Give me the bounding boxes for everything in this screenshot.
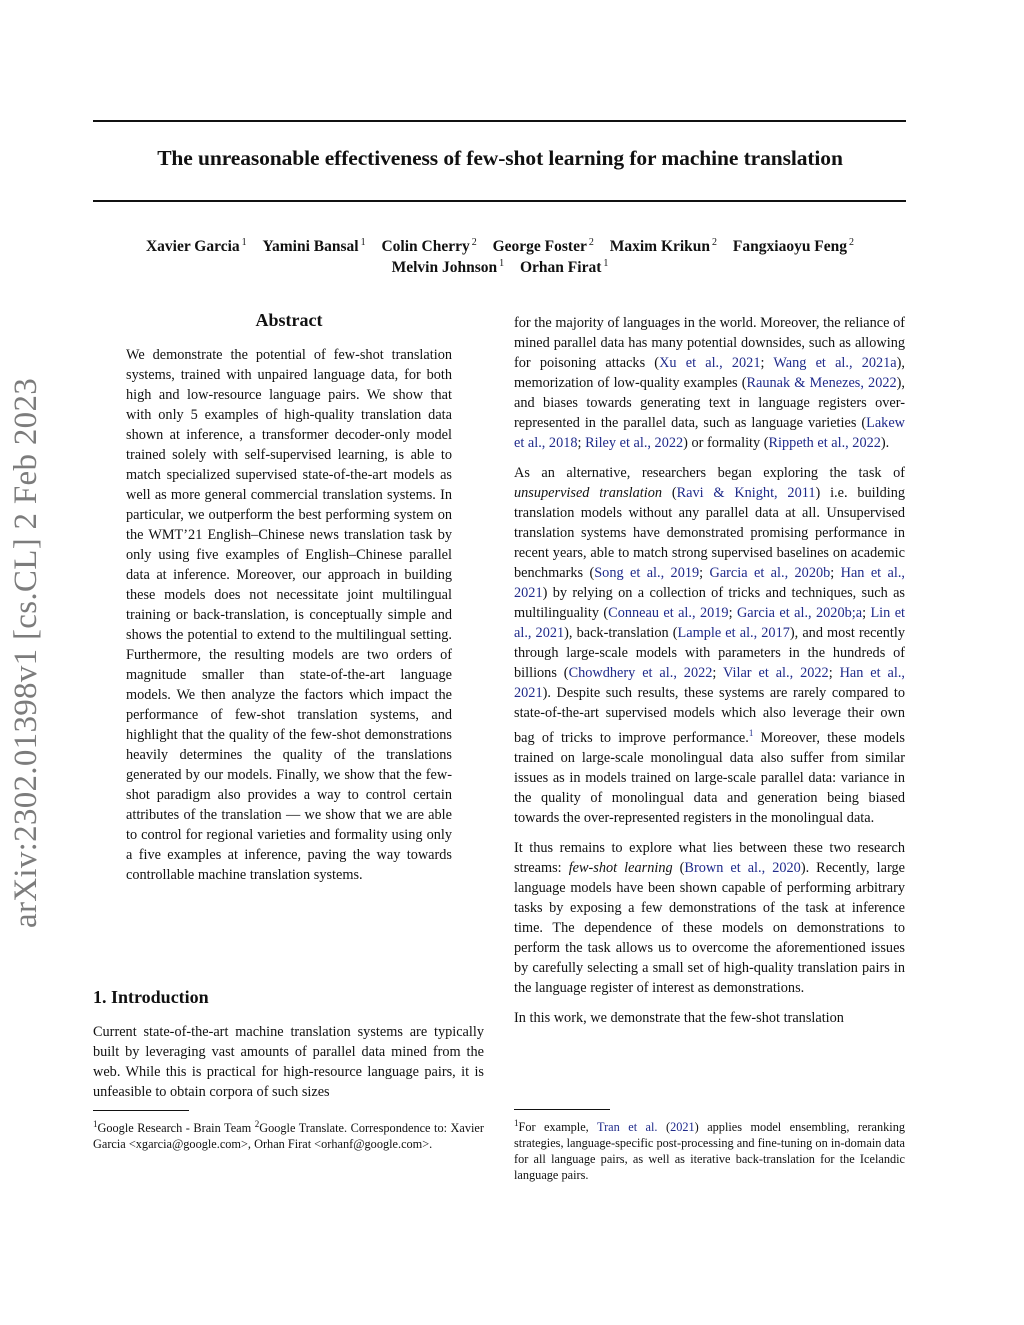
title-bottom-rule [93, 200, 906, 202]
authors-line-2 [60, 258, 940, 277]
citation-link[interactable]: Garcia et al., 2020b;a [736, 605, 863, 621]
paragraph: Current state-of-the-art machine translation systems are typically built by leveraging vast amounts of parallel data mined from the web. While this is practical for high-resource language pairs, it is unfeasible to obtain corpora of such sizes [93, 1024, 484, 1100]
footnote-ref-link[interactable]: 1 [748, 728, 754, 738]
footnote-1: $^1$For example, Tran et al. (2021) applies model ensembling, reranking strategies, language-specific post-processing and fine-tuning on in-domain data for all language pairs, as well as iterative back-translation for the Icelandic language pairs. [514, 1118, 905, 1182]
citation-link[interactable]: Brown et al., 2020 [684, 860, 801, 876]
author: Xavier Garcia $^1$ [145, 237, 247, 255]
citation-link[interactable]: Xu et al., 2021 [659, 355, 761, 371]
author: Yamini Bansal $^1$ [262, 237, 366, 255]
paragraph: for the majority of languages in the world. Moreover, the reliance of mined parallel data has many potential downsides, such as allowing for poisoning attacks (Xu et al., 2021; Wang et al., 2021a), memorization of low-quality examples (Raunak & Menezes, 2022), and biases towards generating text in language registers over-represented in the parallel data, such as language varieties (Lakew et al., 2018; Riley et al., 2022) or formality (Rippeth et al., 2022). [514, 315, 905, 451]
citation-link[interactable]: Raunak & Menezes, 2022 [746, 375, 897, 391]
paper-title: The unreasonable effectiveness of few-shot learning for machine translation [157, 146, 843, 170]
author: George Foster $^2$ [492, 237, 594, 255]
citation-link[interactable]: Chowdhery et al., 2022 [568, 665, 713, 681]
authors-line-1 [60, 237, 940, 256]
author: Maxim Krikun $^2$ [609, 237, 718, 255]
author: Melvin Johnson $^1$ [391, 258, 505, 276]
intro-right-column [514, 313, 905, 1038]
citation-link[interactable]: Han et al., 2021 [514, 665, 906, 701]
citation-link[interactable]: Conneau et al., 2019 [608, 605, 729, 621]
citation-link[interactable]: Lample et al., 2017 [677, 625, 790, 641]
arxiv-watermark: arXiv:2302.01398v1 [cs.CL] 2 Feb 2023 [8, 377, 44, 928]
footnote-rule-left [93, 1110, 189, 1111]
citation-link[interactable]: Vilar et al., 2022 [723, 665, 829, 681]
citation-link[interactable]: Riley et al., 2022 [585, 435, 684, 451]
citation-link[interactable]: Han et al., 2021 [514, 565, 905, 601]
author: Fangxiaoyu Feng $^2$ [732, 237, 855, 255]
abstract-heading: Abstract [255, 310, 323, 330]
paragraph: In this work, we demonstrate that the few-shot translation [514, 1010, 844, 1026]
citation-link[interactable]: Ravi & Knight, 2011 [676, 485, 816, 501]
footnote-affiliations: $^1$Google Research - Brain Team $^2$Google Translate. Correspondence to: Xavier Garcia <xgarcia@google.com>, Orhan Firat <orhanf@google.com>. [93, 1119, 484, 1151]
citation-link[interactable]: Garcia et al., 2020b [709, 565, 831, 581]
intro-left-column [93, 1022, 484, 1112]
citation-link[interactable]: Tran et al. [597, 1120, 658, 1134]
paragraph: As an alternative, researchers began exploring the task of unsupervised translation (Ravi & Knight, 2011) i.e. building translation models without any parallel data at all. Unsupervised translation systems have demonstrated promising performance in recent years, able to match strong supervised baselines on academic benchmarks (Song et al., 2019; Garcia et al., 2020b; Han et al., 2021) by relying on a collection of tricks and techniques, such as multilinguality (Conneau et al., 2019; Garcia et al., 2020b;a; Lin et al., 2021), back-translation (Lample et al., 2017), and most recently through large-scale models with parameters in the hundreds of billions (Chowdhery et al., 2022; Vilar et al., 2022; Han et al., 2021). Despite such results, these systems are rarely compared to state-of-the-art supervised models which also leverage their own bag of tricks to improve performance.$^1$ Moreover, these models trained on large-scale monolingual data also suffer from similar issues as in models trained on large-scale parallel data: variance in the quality of monolingual data and generation being biased towards the over-represented registers in the monolingual data. [514, 465, 906, 826]
citation-link[interactable]: Lakew et al., 2018 [514, 415, 905, 451]
author: Colin Cherry $^2$ [381, 237, 477, 255]
top-rule [93, 120, 906, 122]
introduction-heading: 1. Introduction [93, 987, 209, 1007]
citation-link[interactable]: Wang et al., 2021a [773, 355, 897, 371]
citation-link[interactable]: 2021 [670, 1120, 695, 1134]
paragraph: It thus remains to explore what lies between these two research streams: few-shot learning (Brown et al., 2020). Recently, large language models have been shown capable of performing arbitrary tasks by exposing a few demonstrations of the task at inference time. The dependence of these models on demonstrations to perform the task allows us to overcome the aforementioned issues by carefully selecting a small set of high-quality translation pairs in the language register of interest as demonstrations. [514, 840, 905, 996]
footnote-rule-right [514, 1109, 610, 1110]
author: Orhan Firat $^1$ [520, 258, 609, 276]
citation-link[interactable]: Lin et al., 2021 [514, 605, 906, 641]
abstract-text: We demonstrate the potential of few-shot translation systems, trained with unpaired language data, for both high and low-resource language pairs. We show that with only 5 examples of high-quality translation data shown at inference, a transformer decoder-only model trained solely with self-supervised learning, is able to match specialized supervised state-of-the-art models as well as more general commercial translation systems. In particular, we outperform the best performing system on the WMT’21 English–Chinese news translation task by only using five examples of English–Chinese parallel data at inference. Moreover, our approach in building these models does not necessitate joint multilingual training or back-translation, is conceptually simple and shows the potential to extend to the multilingual setting. Furthermore, the resulting models are two orders of magnitude smaller than state-of-the-art language models. We then analyze the factors which impact the performance of few-shot translation systems, and highlight that the quality of the few-shot demonstrations heavily determines the quality of the translations generated by our models. Finally, we show that the few-shot paradigm also provides a way to control certain attributes of the translation — we show that we are able to control for regional varieties and formality using only a five examples at inference, paving the way towards controllable machine translation systems. [126, 347, 452, 883]
citation-link[interactable]: Song et al., 2019 [594, 565, 700, 581]
citation-link[interactable]: Rippeth et al., 2022 [768, 435, 881, 451]
